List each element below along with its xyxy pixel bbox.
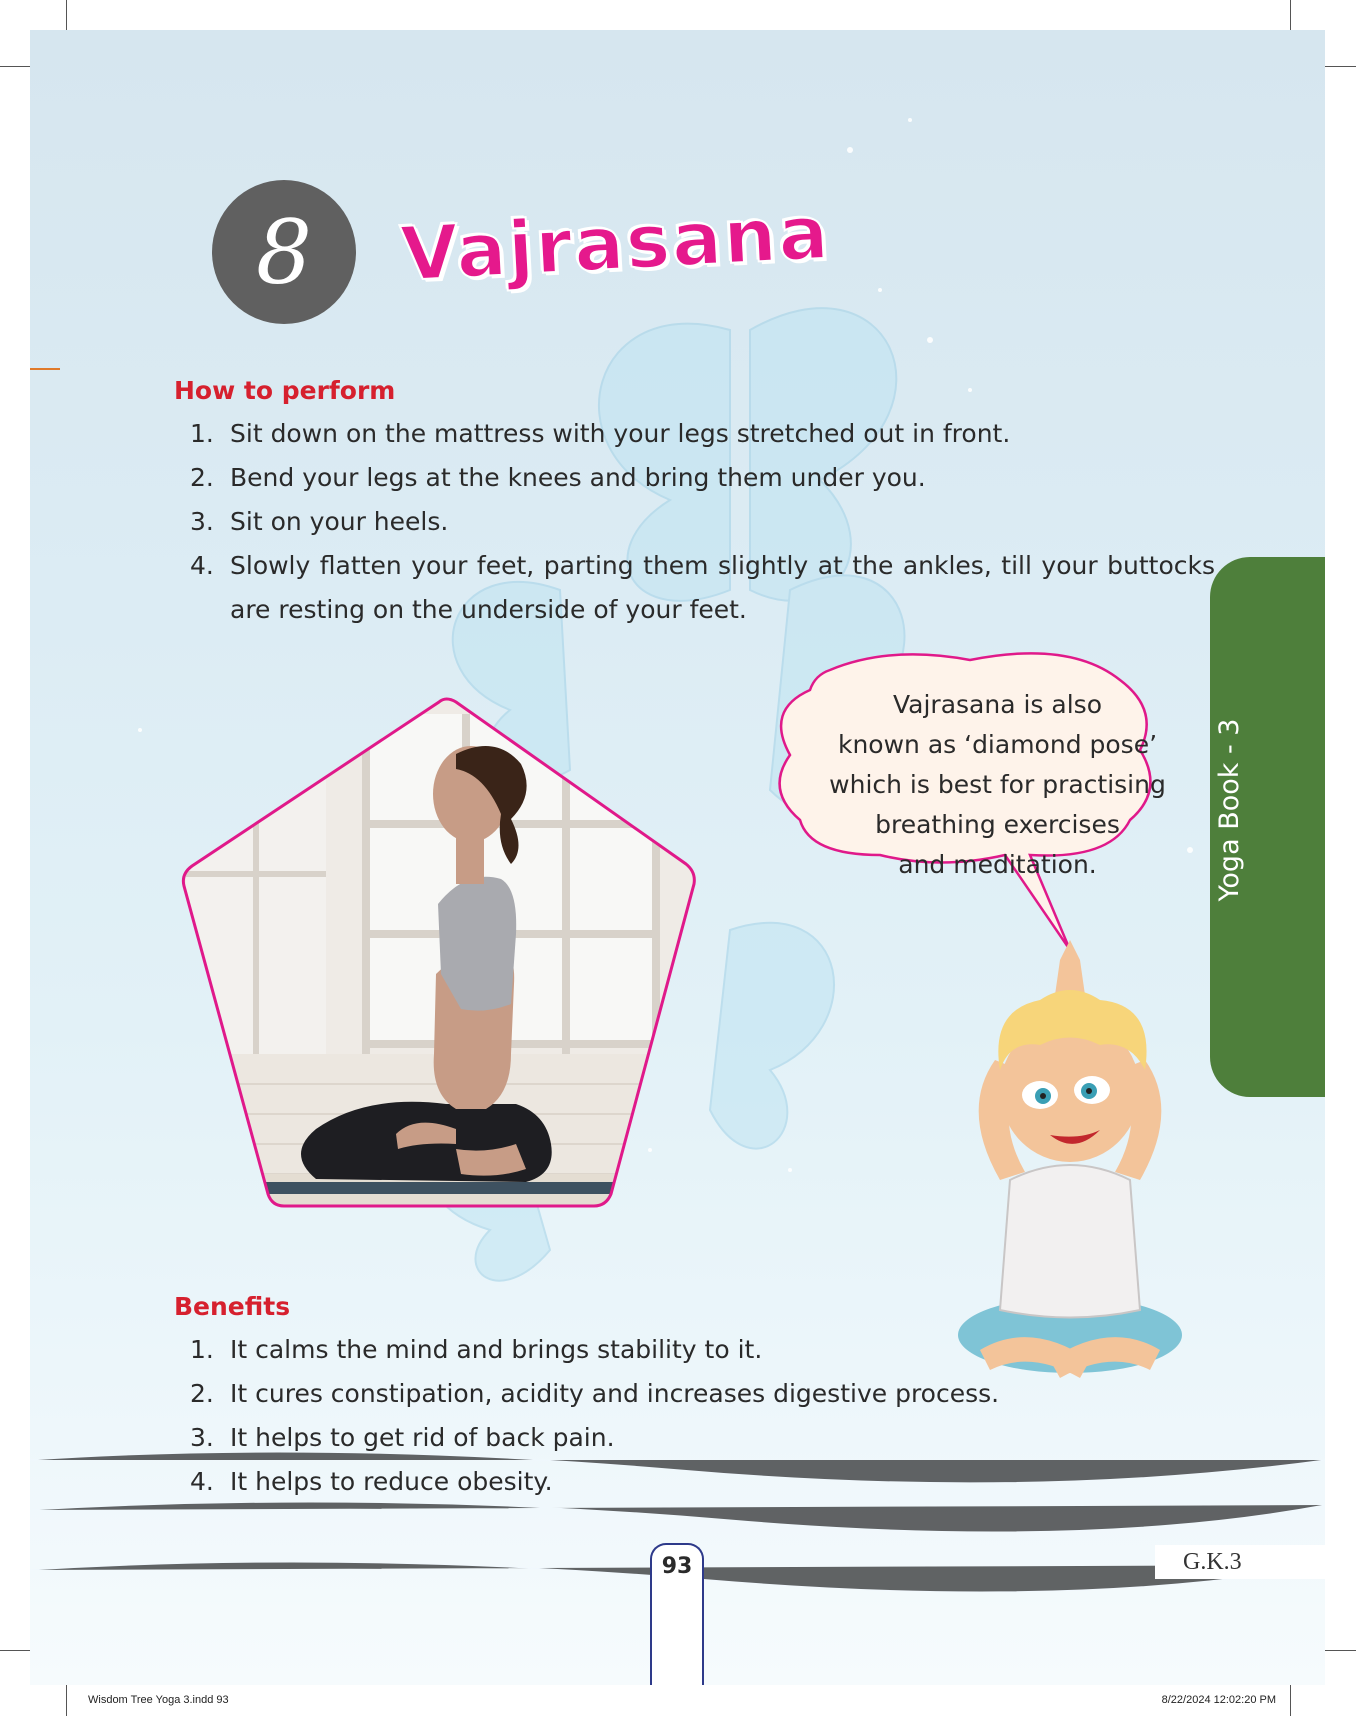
bubble-line: which is best for practising — [829, 770, 1166, 799]
crop-mark — [1290, 0, 1291, 30]
list-number: 2. — [190, 463, 214, 492]
list-text: It helps to get rid of back pain. — [230, 1423, 615, 1452]
crop-mark — [66, 1685, 67, 1716]
list-number: 1. — [190, 1335, 214, 1364]
list-number: 1. — [190, 419, 214, 448]
crop-mark — [1325, 66, 1356, 67]
cartoon-child-illustration — [940, 940, 1200, 1380]
bubble-line: and meditation. — [898, 850, 1097, 879]
list-item — [190, 1372, 1215, 1416]
list-number: 2. — [190, 1379, 214, 1408]
bubble-line: known as ‘diamond pose’ — [837, 730, 1158, 759]
list-item — [190, 1328, 1215, 1372]
margin-mark — [30, 368, 60, 370]
crop-mark — [1325, 1650, 1356, 1651]
list-text: It helps to reduce obesity. — [230, 1467, 553, 1496]
list-text: Sit on your heels. — [230, 507, 449, 536]
book-page — [30, 30, 1325, 1685]
list-item — [190, 544, 1215, 632]
side-tab-label: Yoga Book - 3 — [1214, 718, 1245, 902]
benefits-heading: Benefits — [174, 1292, 291, 1321]
slug-right: 8/22/2024 12:02:20 PM — [1161, 1694, 1276, 1706]
crop-mark — [0, 1650, 30, 1651]
chapter-number: 8 — [256, 200, 312, 304]
list-text: It calms the mind and brings stability to it. — [230, 1335, 763, 1364]
chapter-number-badge — [212, 180, 356, 324]
list-text: It cures constipation, acidity and increases digestive process. — [230, 1379, 1000, 1408]
crop-mark — [0, 66, 30, 67]
list-text: Slowly flatten your feet, parting them slightly at the ankles, till your buttocks are resting on the underside of your feet. — [230, 551, 1215, 624]
slug-left: Wisdom Tree Yoga 3.indd 93 — [88, 1694, 229, 1706]
vajrasana-photo — [166, 674, 712, 1226]
series-label: G.K.3 — [1155, 1545, 1325, 1579]
list-number: 3. — [190, 507, 214, 536]
benefits-list — [190, 1328, 1215, 1504]
how-to-perform-heading: How to perform — [174, 376, 396, 405]
page-number: 93 — [661, 1554, 693, 1579]
list-number: 4. — [190, 551, 214, 580]
list-text: Bend your legs at the knees and bring them under you. — [230, 463, 926, 492]
list-item — [190, 412, 1215, 456]
chapter-title: Vajrasana — [398, 189, 833, 298]
bubble-line: Vajrasana is also — [893, 690, 1102, 719]
crop-mark — [1290, 1685, 1291, 1716]
list-item — [190, 456, 1215, 500]
list-number: 4. — [190, 1467, 214, 1496]
list-item — [190, 1416, 1215, 1460]
how-to-perform-list — [190, 412, 1215, 632]
list-item — [190, 500, 1215, 544]
list-number: 3. — [190, 1423, 214, 1452]
crop-mark — [66, 0, 67, 30]
list-text: Sit down on the mattress with your legs stretched out in front. — [230, 419, 1011, 448]
speech-bubble-text — [800, 685, 1195, 885]
bubble-line: breathing exercises — [875, 810, 1120, 839]
list-item — [190, 1460, 1215, 1504]
